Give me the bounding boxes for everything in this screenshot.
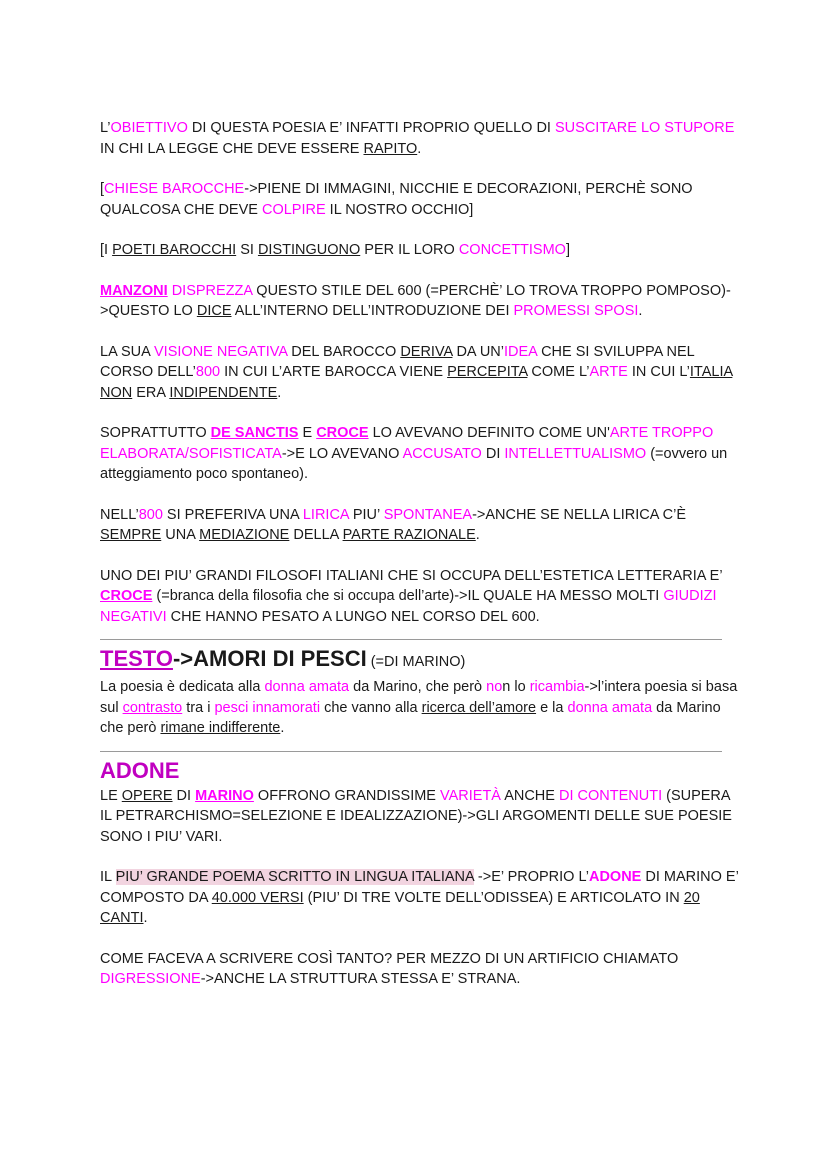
- paragraph-manzoni: MANZONI DISPREZZA QUESTO STILE DEL 600 (=PERCHÈ’ LO TROVA TROPPO POMPOSO)->QUESTO LO DICE ALL’INTERNO DELL’INTRODUZIONE DEI PROMESSI SPOSI.: [100, 282, 731, 319]
- divider: [100, 639, 722, 640]
- paragraph-de-sanctis-croce: SOPRATTUTTO DE SANCTIS E CROCE LO AVEVANO DEFINITO COME UN'ARTE TROPPO ELABORATA/SOFISTICATA->E LO AVEVANO ACCUSATO DI INTELLETTUALISMO (=ovvero un atteggiamento poco spontaneo).: [100, 425, 728, 482]
- paragraph-ottocento-lirica: NELL’800 SI PREFERIVA UNA LIRICA PIU’ SPONTANEA->ANCHE SE NELLA LIRICA C’È SEMPRE UNA MEDIAZIONE DELLA PARTE RAZIONALE.: [100, 506, 687, 543]
- paragraph-visione-negativa: LA SUA VISIONE NEGATIVA DEL BAROCCO DERIVA DA UN’IDEA CHE SI SVILUPPA NEL CORSO DELL’800 IN CUI L’ARTE BAROCCA VIENE PERCEPITA COME L’ARTE IN CUI L’ITALIA NON ERA INDIPENDENTE.: [100, 343, 733, 401]
- paragraph-opere-marino: LE OPERE DI MARINO OFFRONO GRANDISSIME VARIETÀ ANCHE DI CONTENUTI (SUPERA IL PETRARCHISMO=SELEZIONE E IDEALIZZAZIONE)->GLI ARGOMENTI DELLE SUE POESIE SONO I PIU’ VARI.: [100, 787, 732, 845]
- paragraph-croce-estetica: UNO DEI PIU’ GRANDI FILOSOFI ITALIANI CHE SI OCCUPA DELL’ESTETICA LETTERARIA E’ CROCE (=branca della filosofia che si occupa dell’arte)->IL QUALE HA MESSO MOLTI GIUDIZI NEGATIVI CHE HANNO PESATO A LUNGO NEL CORSO DEL 600.: [100, 567, 723, 625]
- paragraph-obiettivo: L’OBIETTIVO DI QUESTA POESIA E’ INFATTI PROPRIO QUELLO DI SUSCITARE LO STUPORE IN CHI LA LEGGE CHE DEVE ESSERE RAPITO.: [100, 120, 735, 157]
- paragraph-chiese-barocche: [CHIESE BAROCCHE->PIENE DI IMMAGINI, NICCHIE E DECORAZIONI, PERCHÈ SONO QUALCOSA CHE DEVE COLPIRE IL NOSTRO OCCHIO]: [100, 181, 693, 218]
- paragraph-poeti-barocchi: [I POETI BAROCCHI SI DISTINGUONO PER IL LORO CONCETTISMO]: [100, 242, 570, 258]
- paragraph-amori-di-pesci: La poesia è dedicata alla donna amata da Marino, che però non lo ricambia->l’intera poesia si basa sul contrasto tra i pesci innamorati che vanno alla ricerca dell’amore e la donna amata da Marino che però rimane indifferente.: [100, 679, 738, 736]
- heading-adone: ADONE: [100, 757, 180, 783]
- divider: [100, 751, 722, 752]
- paragraph-grande-poema: IL PIU’ GRANDE POEMA SCRITTO IN LINGUA ITALIANA ->E’ PROPRIO L’ADONE DI MARINO E’ COMPOSTO DA 40.000 VERSI (PIU’ DI TRE VOLTE DELL’ODISSEA) E ARTICOLATO IN 20 CANTI.: [100, 869, 739, 926]
- paragraph-digressione: COME FACEVA A SCRIVERE COSÌ TANTO? PER MEZZO DI UN ARTIFICIO CHIAMATO DIGRESSIONE->ANCHE LA STRUTTURA STESSA E’ STRANA.: [100, 950, 679, 987]
- heading-testo-amori-di-pesci: TESTO->AMORI DI PESCI (=DI MARINO): [100, 646, 466, 671]
- document-page: [100, 118, 740, 1010]
